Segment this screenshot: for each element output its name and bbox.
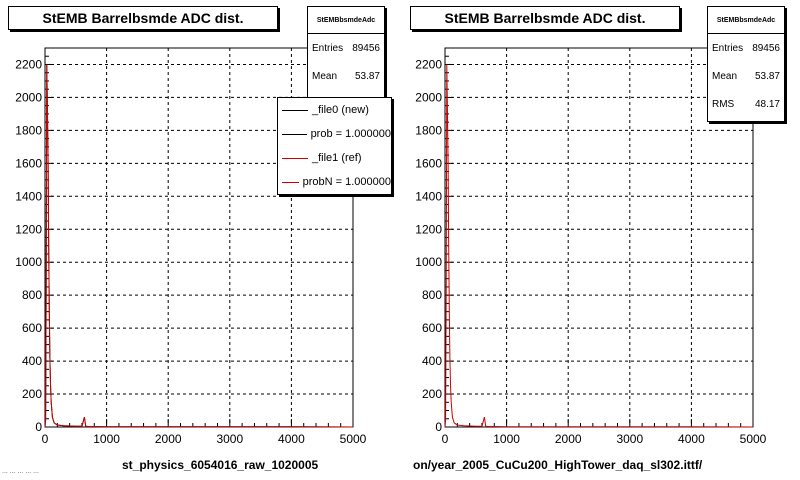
panel-1-ytick-label-2200: 2200 xyxy=(15,57,42,72)
panel-1-xtick-label-0: 0 xyxy=(41,432,49,446)
panel-2-ytick-label-0: 0 xyxy=(435,420,442,434)
panel-1-xtick-label-4000: 4000 xyxy=(278,432,305,446)
panel-1-xtick-label-5000: 5000 xyxy=(339,432,367,446)
legend-swatch-file0 xyxy=(282,110,308,111)
panel-1-title-text: StEMB Barrelbsmde ADC dist. xyxy=(42,10,244,26)
panel-2-ytick-label-1800: 1800 xyxy=(415,123,442,138)
panel-2-stats-row-rms: RMS 48.17 xyxy=(712,98,780,110)
panel-2-ytick-label-2200: 2200 xyxy=(415,57,442,72)
panel-1-stats-row-mean: Mean 53.87 xyxy=(312,70,380,82)
panel-2-stats-box xyxy=(707,6,785,122)
panel-2-title xyxy=(410,6,680,30)
panel-1-ytick-label-600: 600 xyxy=(21,321,42,336)
panel-2-stats-row-entries: Entries 89456 xyxy=(712,42,780,54)
panel-1-ytick-label-1600: 1600 xyxy=(15,156,42,171)
panel-2-xtick-label-3000: 3000 xyxy=(616,432,644,446)
panel-2-title-text: StEMB Barrelbsmde ADC dist. xyxy=(444,10,646,26)
panel-1-ytick-label-1200: 1200 xyxy=(15,222,42,237)
panel-2-ytick-label-2000: 2000 xyxy=(415,90,442,105)
panel-1-ytick-label-1000: 1000 xyxy=(15,255,42,270)
panel-2-ytick-label-800: 800 xyxy=(421,288,442,303)
panel-1-ytick-label-1800: 1800 xyxy=(15,123,42,138)
legend-swatch-prob xyxy=(282,134,307,135)
legend-item-file1: _file1 (ref) xyxy=(278,146,391,170)
panel-2-xtick-label-1000: 1000 xyxy=(493,432,520,446)
panel-1-ytick-label-400: 400 xyxy=(21,354,42,369)
footer-text: ... ... ... ... ... xyxy=(2,468,39,475)
panel-1-xtick-label-2000: 2000 xyxy=(154,432,182,446)
panel-2-xtick-label-4000: 4000 xyxy=(678,432,705,446)
panel-1-legend xyxy=(277,97,392,195)
panel-1-xtick-label-3000: 3000 xyxy=(216,432,244,446)
panel-2-ytick-label-200: 200 xyxy=(421,387,442,402)
panel-2-stats-row-mean: Mean 53.87 xyxy=(712,70,780,82)
panel-1-ytick-label-0: 0 xyxy=(35,420,42,434)
panel-2-ytick-label-1000: 1000 xyxy=(415,255,442,270)
legend-item-probn: probN = 1.000000 xyxy=(278,170,391,194)
panel-1-xtick-label-1000: 1000 xyxy=(93,432,120,446)
panel-2-xtick-label-5000: 5000 xyxy=(739,432,767,446)
panel-1-ytick-label-800: 800 xyxy=(21,288,42,303)
panel-2-xtick-label-2000: 2000 xyxy=(554,432,582,446)
panel-1-title xyxy=(8,6,278,30)
panel-2-x-axis-label: on/year_2005_CuCu200_HighTower_daq_sl302.ittf/ xyxy=(413,458,703,472)
panel-1-ytick-label-1400: 1400 xyxy=(15,189,42,204)
legend-swatch-file1 xyxy=(282,158,308,159)
panel-2-ytick-label-400: 400 xyxy=(421,354,442,369)
panel-2-ytick-label-1200: 1200 xyxy=(415,222,442,237)
panel-2-stats-header: StEMBbsmdeAdc xyxy=(708,7,784,34)
panel-2-ytick-label-600: 600 xyxy=(421,321,442,336)
panel-1-stats-row-entries: Entries 89456 xyxy=(312,42,380,54)
legend-item-prob: prob = 1.000000 xyxy=(278,122,391,146)
panel-2-ytick-label-1600: 1600 xyxy=(415,156,442,171)
panel-1-stats-header: StEMBbsmdeAdc xyxy=(308,7,384,34)
panel-2-ytick-label-1400: 1400 xyxy=(415,189,442,204)
panel-1-ytick-label-200: 200 xyxy=(21,387,42,402)
legend-swatch-probn xyxy=(282,182,299,183)
panel-1-ytick-label-2000: 2000 xyxy=(15,90,42,105)
panel-1-x-axis-label: st_physics_6054016_raw_1020005 xyxy=(122,458,319,472)
panel-2-xtick-label-0: 0 xyxy=(441,432,449,446)
legend-item-file0: _file0 (new) xyxy=(278,98,391,122)
